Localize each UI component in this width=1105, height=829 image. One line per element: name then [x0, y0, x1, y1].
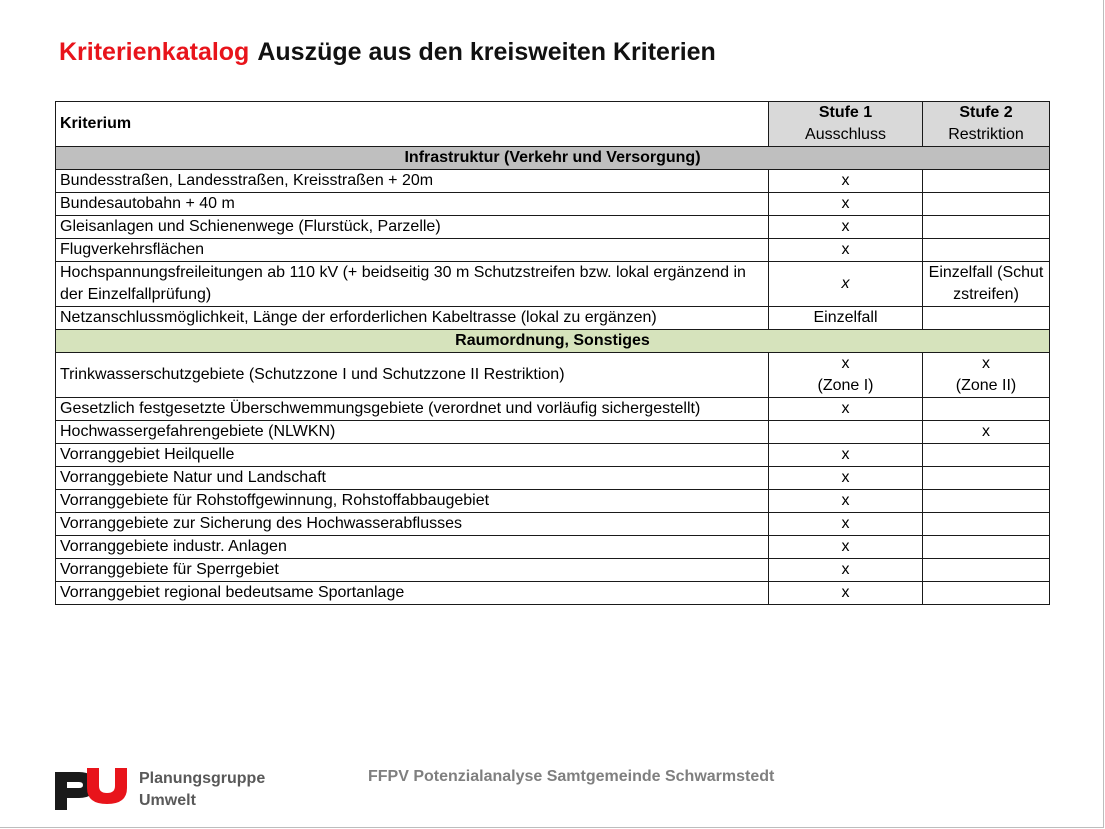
logo-line2: Umwelt	[139, 792, 196, 809]
stufe2-cell	[923, 559, 1050, 582]
stufe1-cell: x	[769, 490, 923, 513]
table-row	[56, 353, 1050, 398]
section-label: Raumordnung, Sonstiges	[56, 330, 1050, 353]
criterion-cell: Vorranggebiete Natur und Landschaft	[56, 467, 769, 490]
title-highlight: Kriterienkatalog	[59, 38, 250, 66]
stufe2-cell	[923, 170, 1050, 193]
stufe1-cell: x	[769, 467, 923, 490]
stufe1-cell: x	[769, 170, 923, 193]
stufe2-cell: Einzelfall (Schutzstreifen)	[923, 262, 1050, 307]
criterion-cell: Vorranggebiete zur Sicherung des Hochwasserabflusses	[56, 513, 769, 536]
stufe2-cell	[923, 513, 1050, 536]
stufe1-cell: Einzelfall	[769, 307, 923, 330]
footer-text: FFPV Potenzialanalyse Samtgemeinde Schwarmstedt	[368, 768, 775, 785]
stufe2-cell	[923, 193, 1050, 216]
table-header-row	[56, 102, 1050, 147]
stufe2-cell: x	[923, 421, 1050, 444]
criterion-cell: Vorranggebiete für Sperrgebiet	[56, 559, 769, 582]
criterion-cell: Vorranggebiet regional bedeutsame Sportanlage	[56, 582, 769, 605]
criterion-cell: Hochwassergefahrengebiete (NLWKN)	[56, 421, 769, 444]
criterion-cell: Bundesstraßen, Landesstraßen, Kreisstraßen + 20m	[56, 170, 769, 193]
criterion-cell: Netzanschlussmöglichkeit, Länge der erforderlichen Kabeltrasse (lokal zu ergänzen)	[56, 307, 769, 330]
header-stufe1-sub: Ausschluss	[805, 126, 886, 143]
header-stufe2-sub: Restriktion	[948, 126, 1024, 143]
stufe1-cell	[769, 421, 923, 444]
stufe1-cell: x	[769, 398, 923, 421]
header-kriterium: Kriterium	[56, 102, 769, 147]
section-row-raumordnung	[56, 330, 1050, 353]
stufe2-cell	[923, 444, 1050, 467]
stufe1-cell: x	[769, 582, 923, 605]
table-row	[56, 444, 1050, 467]
criterion-cell: Vorranggebiete für Rohstoffgewinnung, Rohstoffabbaugebiet	[56, 490, 769, 513]
table-row	[56, 582, 1050, 605]
stufe1-cell: x	[769, 536, 923, 559]
stufe1-cell: x	[769, 513, 923, 536]
table-row	[56, 193, 1050, 216]
criteria-table	[55, 101, 1050, 605]
stufe2-cell	[923, 536, 1050, 559]
table-row	[56, 421, 1050, 444]
stufe2-cell	[923, 582, 1050, 605]
stufe1-cell: x	[769, 216, 923, 239]
stufe1-cell: x	[769, 193, 923, 216]
logo-line1: Planungsgruppe	[139, 770, 266, 787]
table-row	[56, 490, 1050, 513]
table-row	[56, 239, 1050, 262]
table-row	[56, 467, 1050, 490]
table-row	[56, 398, 1050, 421]
table-row	[56, 170, 1050, 193]
stufe1-cell: x (Zone I)	[769, 353, 923, 398]
table-row	[56, 513, 1050, 536]
stufe1-cell: x	[769, 444, 923, 467]
header-stufe2	[923, 102, 1050, 147]
table-row	[56, 536, 1050, 559]
criterion-cell: Flugverkehrsflächen	[56, 239, 769, 262]
section-label: Infrastruktur (Verkehr und Versorgung)	[56, 147, 1050, 170]
stufe2-cell	[923, 307, 1050, 330]
stufe1-cell: x	[769, 262, 923, 307]
section-row-infrastruktur	[56, 147, 1050, 170]
stufe2-cell	[923, 467, 1050, 490]
stufe2-cell	[923, 239, 1050, 262]
table-row	[56, 307, 1050, 330]
logo-wordmark	[139, 768, 265, 812]
title-text: Auszüge aus den kreisweiten Kriterien	[257, 38, 716, 66]
criterion-cell: Vorranggebiet Heilquelle	[56, 444, 769, 467]
criterion-cell: Gleisanlagen und Schienenwege (Flurstück, Parzelle)	[56, 216, 769, 239]
stufe1-cell: x	[769, 559, 923, 582]
slide-title	[59, 38, 716, 67]
logo-letter-u	[87, 768, 127, 804]
header-stufe2-title: Stufe 2	[959, 104, 1013, 121]
criterion-cell: Hochspannungsfreileitungen ab 110 kV (+ beidseitig 30 m Schutzstreifen bzw. lokal ergänzend in der Einzelfallprüfung)	[56, 262, 769, 307]
table-row	[56, 216, 1050, 239]
table-row	[56, 559, 1050, 582]
stufe2-cell: x (Zone II)	[923, 353, 1050, 398]
criterion-cell: Gesetzlich festgesetzte Überschwemmungsgebiete (verordnet und vorläufig sichergestellt)	[56, 398, 769, 421]
criterion-cell: Vorranggebiete industr. Anlagen	[56, 536, 769, 559]
criterion-cell: Trinkwasserschutzgebiete (Schutzzone I und Schutzzone II Restriktion)	[56, 353, 769, 398]
stufe2-cell	[923, 398, 1050, 421]
stufe2-cell	[923, 216, 1050, 239]
header-stufe1	[769, 102, 923, 147]
pu-logo	[55, 766, 129, 810]
stufe1-cell: x	[769, 239, 923, 262]
header-stufe1-title: Stufe 1	[818, 104, 873, 121]
stufe2-cell	[923, 490, 1050, 513]
table-row	[56, 262, 1050, 307]
criterion-cell: Bundesautobahn + 40 m	[56, 193, 769, 216]
